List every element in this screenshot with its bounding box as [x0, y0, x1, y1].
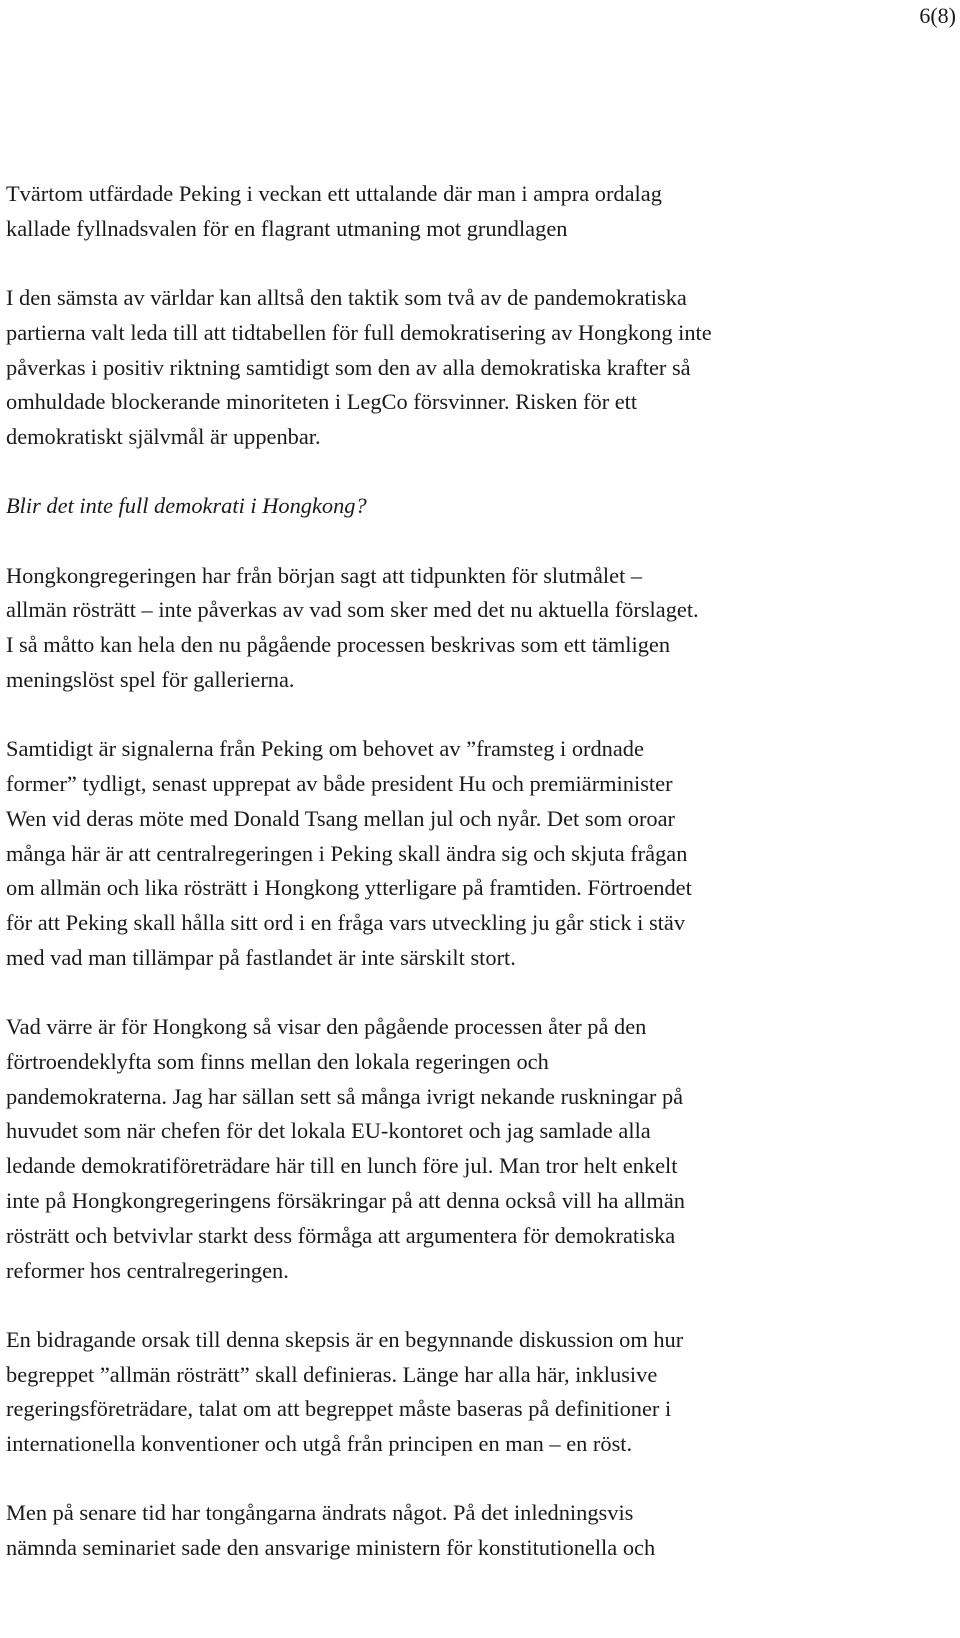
paragraph-6: En bidragande orsak till denna skepsis är en begynnande diskussion om hur begreppet ”allmän rösträtt” skall definieras. Länge har alla här, inklusive regeringsföreträdare, talat om att begreppet måste baseras på definitioner i internationella konventioner och utgå från principen en man – en röst. — [6, 1326, 684, 1457]
paragraph-7: Men på senare tid har tongångarna ändrats något. På det inledningsvis nämnda seminariet sade den ansvarige ministern för konstitutionella och — [6, 1500, 656, 1561]
section-heading: Blir det inte full demokrati i Hongkong? — [6, 493, 367, 519]
paragraph-3: Hongkongregeringen har från början sagt att tidpunkten för slutmålet – allmän rösträtt – inte påverkas av vad som sker med det nu aktuella förslaget. I så måtto kan hela den nu pågående processen beskrivas som ett tämligen meningslöst spel för gallerierna. — [6, 562, 699, 692]
page-number: 6(8) — [919, 3, 956, 28]
document-body — [6, 177, 816, 1566]
paragraph-1: Tvärtom utfärdade Peking i veckan ett uttalande där man i ampra ordalag kallade fyllnadsvalen för en flagrant utmaning mot grundlagen — [6, 181, 662, 241]
paragraph-4: Samtidigt är signalerna från Peking om behovet av ”framsteg i ordnade former” tydligt, senast upprepat av både president Hu och premiärminister Wen vid deras möte med Donald Tsang mellan jul och nyår. Det som oroar många här är att centralregeringen i Peking skall ändra sig och skjuta frågan om allmän och lika rösträtt i Hongkong ytterligare på framtiden. Förtroendet för att Peking skall hålla sitt ord i en fråga vars utveckling ju går stick i stäv med vad man tillämpar på fastlandet är inte särskilt stort. — [6, 736, 692, 970]
paragraph-5: Vad värre är för Hongkong så visar den pågående processen åter på den förtroendeklyfta som finns mellan den lokala regeringen och pandemokraterna. Jag har sällan sett så många ivrigt nekande ruskningar på huvudet som när chefen för det lokala EU-kontoret och jag samlade alla ledande demokratiföreträdare här till en lunch före jul. Man tror helt enkelt inte på Hongkongregeringens försäkringar på att denna också vill ha allmän rösträtt och betvivlar starkt dess förmåga att argumentera för demokratiska reformer hos centralregeringen. — [6, 1014, 685, 1283]
paragraph-2: I den sämsta av världar kan alltså den taktik som två av de pandemokratiska partierna valt leda till att tidtabellen för full demokratisering av Hongkong inte påverkas i positiv riktning samtidigt som den av alla demokratiska krafter så omhuldade blockerande minoriteten i LegCo försvinner. Risken för ett demokratiskt självmål är uppenbar. — [6, 284, 712, 450]
